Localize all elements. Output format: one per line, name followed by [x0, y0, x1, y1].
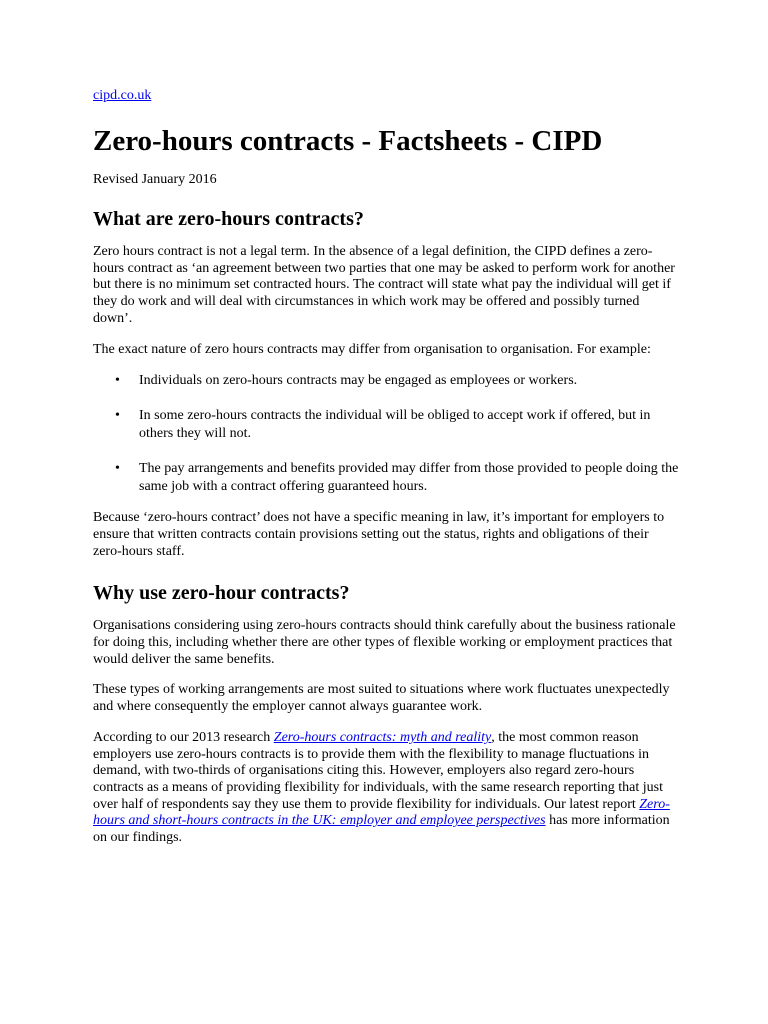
source-link[interactable]: cipd.co.uk	[93, 88, 152, 103]
why-paragraph-3-part-3: has more information on our findings.	[93, 813, 670, 846]
research-link[interactable]: Zero-hours contracts: myth and reality	[273, 729, 492, 745]
list-item	[93, 407, 679, 443]
section-heading-why: Why use zero-hour contracts?	[93, 582, 350, 605]
list-item-text: The pay arrangements and benefits provided may differ from those provided to people doing the same job with a contract offering guaranteed hours.	[139, 461, 679, 495]
list-item	[93, 460, 679, 496]
example-list	[93, 372, 679, 496]
revised-date: Revised January 2016	[93, 172, 217, 187]
why-paragraph-3	[93, 730, 679, 847]
list-item-text: In some zero-hours contracts the individual will be obliged to accept work if offered, but in others they will not.	[139, 408, 651, 442]
bullet-icon: •	[115, 408, 120, 424]
list-item-text: Individuals on zero-hours contracts may be engaged as employees or workers.	[139, 373, 578, 389]
bullet-icon: •	[115, 461, 120, 477]
why-paragraph-3-part-2: , the most common reason employers use zero-hours contracts is to provide them with the flexibility to manage fluctuations in demand, with two-thirds of organisations citing this. However, employers also regard zero-hours contracts as a means of providing flexibility for individuals, with the same research reporting that just over half of respondents say they use them to provide flexibility for individuals. Our latest report	[93, 729, 663, 812]
why-paragraph-3-part-1: According to our 2013 research	[93, 729, 274, 745]
page-title: Zero-hours contracts - Factsheets - CIPD	[93, 125, 603, 157]
what-paragraph-3: Because ‘zero-hours contract’ does not have a specific meaning in law, it’s important for employers to ensure that written contracts contain provisions setting out the status, rights and obligations of their zero-hours staff.	[93, 510, 665, 559]
what-paragraph-2: The exact nature of zero hours contracts may differ from organisation to organisation. For example:	[93, 341, 651, 357]
what-paragraph-1: Zero hours contract is not a legal term. In the absence of a legal definition, the CIPD defines a zero-hours contract as ‘an agreement between two parties that one may be asked to perform work for another but there is no minimum set contracted hours. The contract will state what pay the individual will get if they do work and will deal with circumstances in which work may be offered and possibly turned down’.	[93, 244, 675, 326]
why-paragraph-2: These types of working arrangements are most suited to situations where work fluctuates unexpectedly and where consequently the employer cannot always guarantee work.	[93, 682, 670, 715]
bullet-icon: •	[115, 373, 120, 389]
section-heading-what: What are zero-hours contracts?	[93, 208, 364, 230]
list-item	[93, 372, 679, 390]
document-page	[93, 86, 679, 847]
why-paragraph-1: Organisations considering using zero-hours contracts should think carefully about the business rationale for doing this, including whether there are other types of flexible working or employment practices that would deliver the same benefits.	[93, 618, 676, 667]
report-link[interactable]: Zero-hours and short-hours contracts in the UK: employer and employee perspectives	[93, 796, 670, 829]
